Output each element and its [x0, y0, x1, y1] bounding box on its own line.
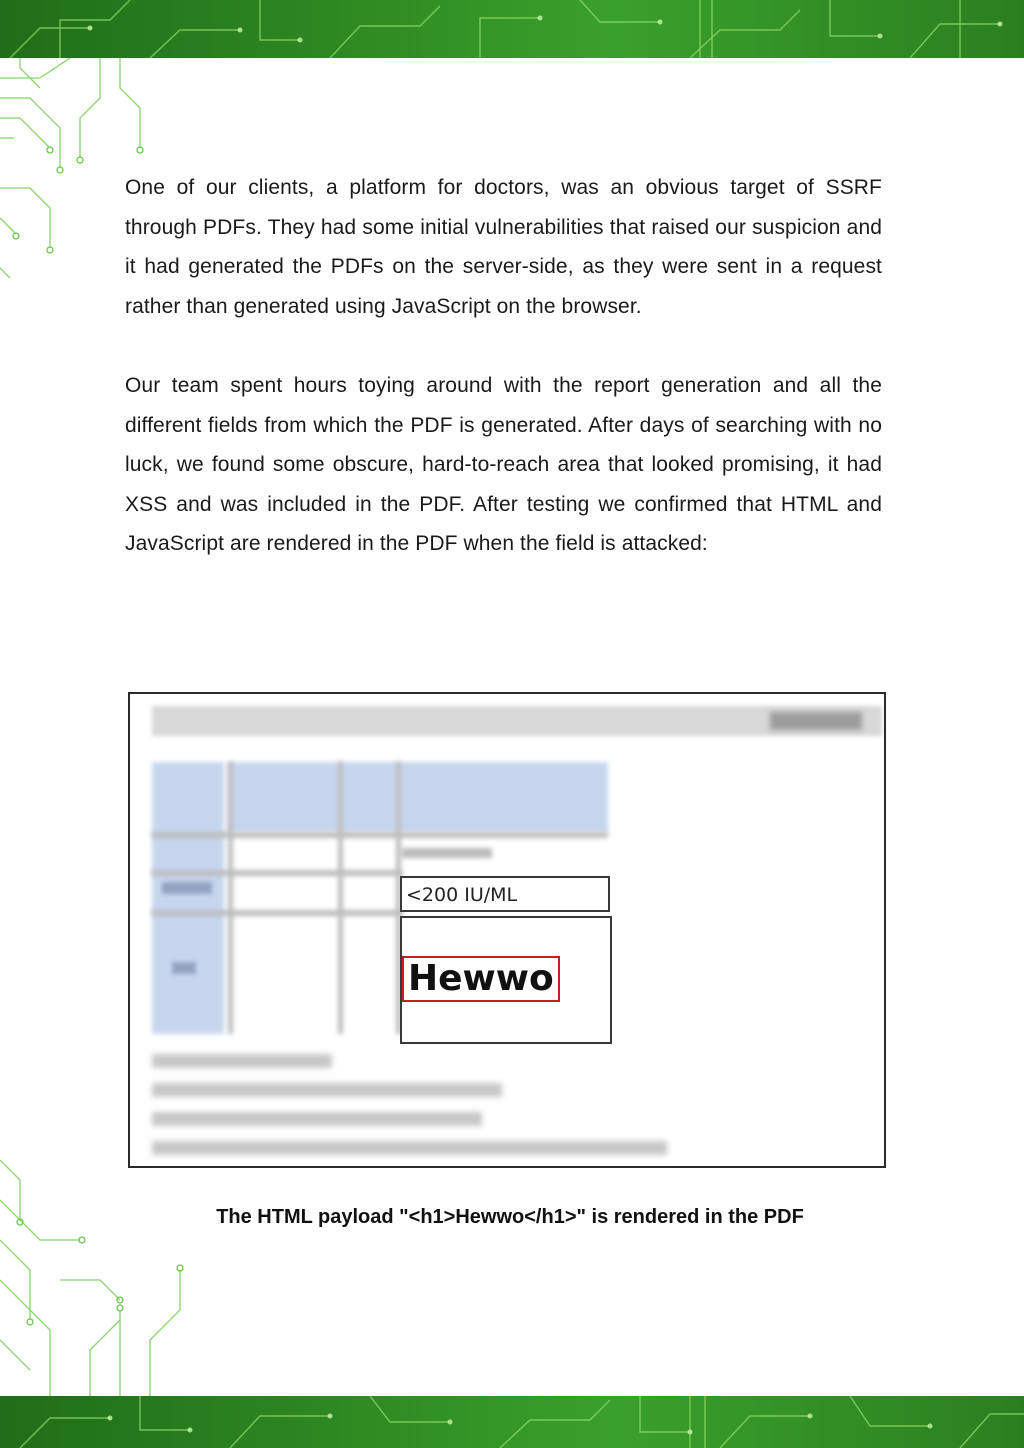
- result-value-cell: <200 IU/ML: [400, 876, 610, 912]
- blurred-column: [152, 762, 224, 1034]
- paragraph: Our team spent hours toying around with the report generation and all the different fields from which the PDF is generated. After days of searching with no luck, we found some obscure, hard-to-reach area that looked promising, it had XSS and was included in the PDF. After testing we confirmed that HTML and JavaScript are rendered in the PDF when the field is attacked:: [125, 373, 882, 556]
- blurred-text: [172, 962, 196, 974]
- blurred-rule: [152, 870, 402, 876]
- blurred-rule: [152, 910, 402, 916]
- blurred-text: [162, 882, 212, 894]
- blurred-rule: [228, 762, 233, 1034]
- blurred-header-row: [228, 762, 608, 832]
- circuit-pattern: [0, 0, 1024, 58]
- article-body: [125, 168, 882, 564]
- blurred-footnotes: [152, 1054, 667, 1168]
- blurred-rule: [152, 832, 608, 838]
- header-circuit-band: [0, 0, 1024, 58]
- pdf-screenshot-figure: [128, 692, 886, 1168]
- blurred-text: [402, 848, 492, 858]
- report-table: [152, 762, 612, 1044]
- rendered-h1-payload: Hewwo: [402, 956, 560, 1002]
- blurred-rule: [338, 762, 343, 1034]
- footer-circuit-band: [0, 1396, 1024, 1448]
- figure-caption: The HTML payload "<h1>Hewwo</h1>" is rendered in the PDF: [216, 1206, 804, 1228]
- blurred-header-label: [770, 712, 862, 730]
- circuit-pattern: [0, 1396, 1024, 1448]
- paragraph: One of our clients, a platform for doctors, was an obvious target of SSRF through PDFs. They had some initial vulnerabilities that raised our suspicion and it had generated the PDFs on the server-side, as they were sent in a request rather than generated using JavaScript on the browser.: [125, 176, 882, 318]
- circuit-corner-decoration-bottom: [0, 1160, 200, 1396]
